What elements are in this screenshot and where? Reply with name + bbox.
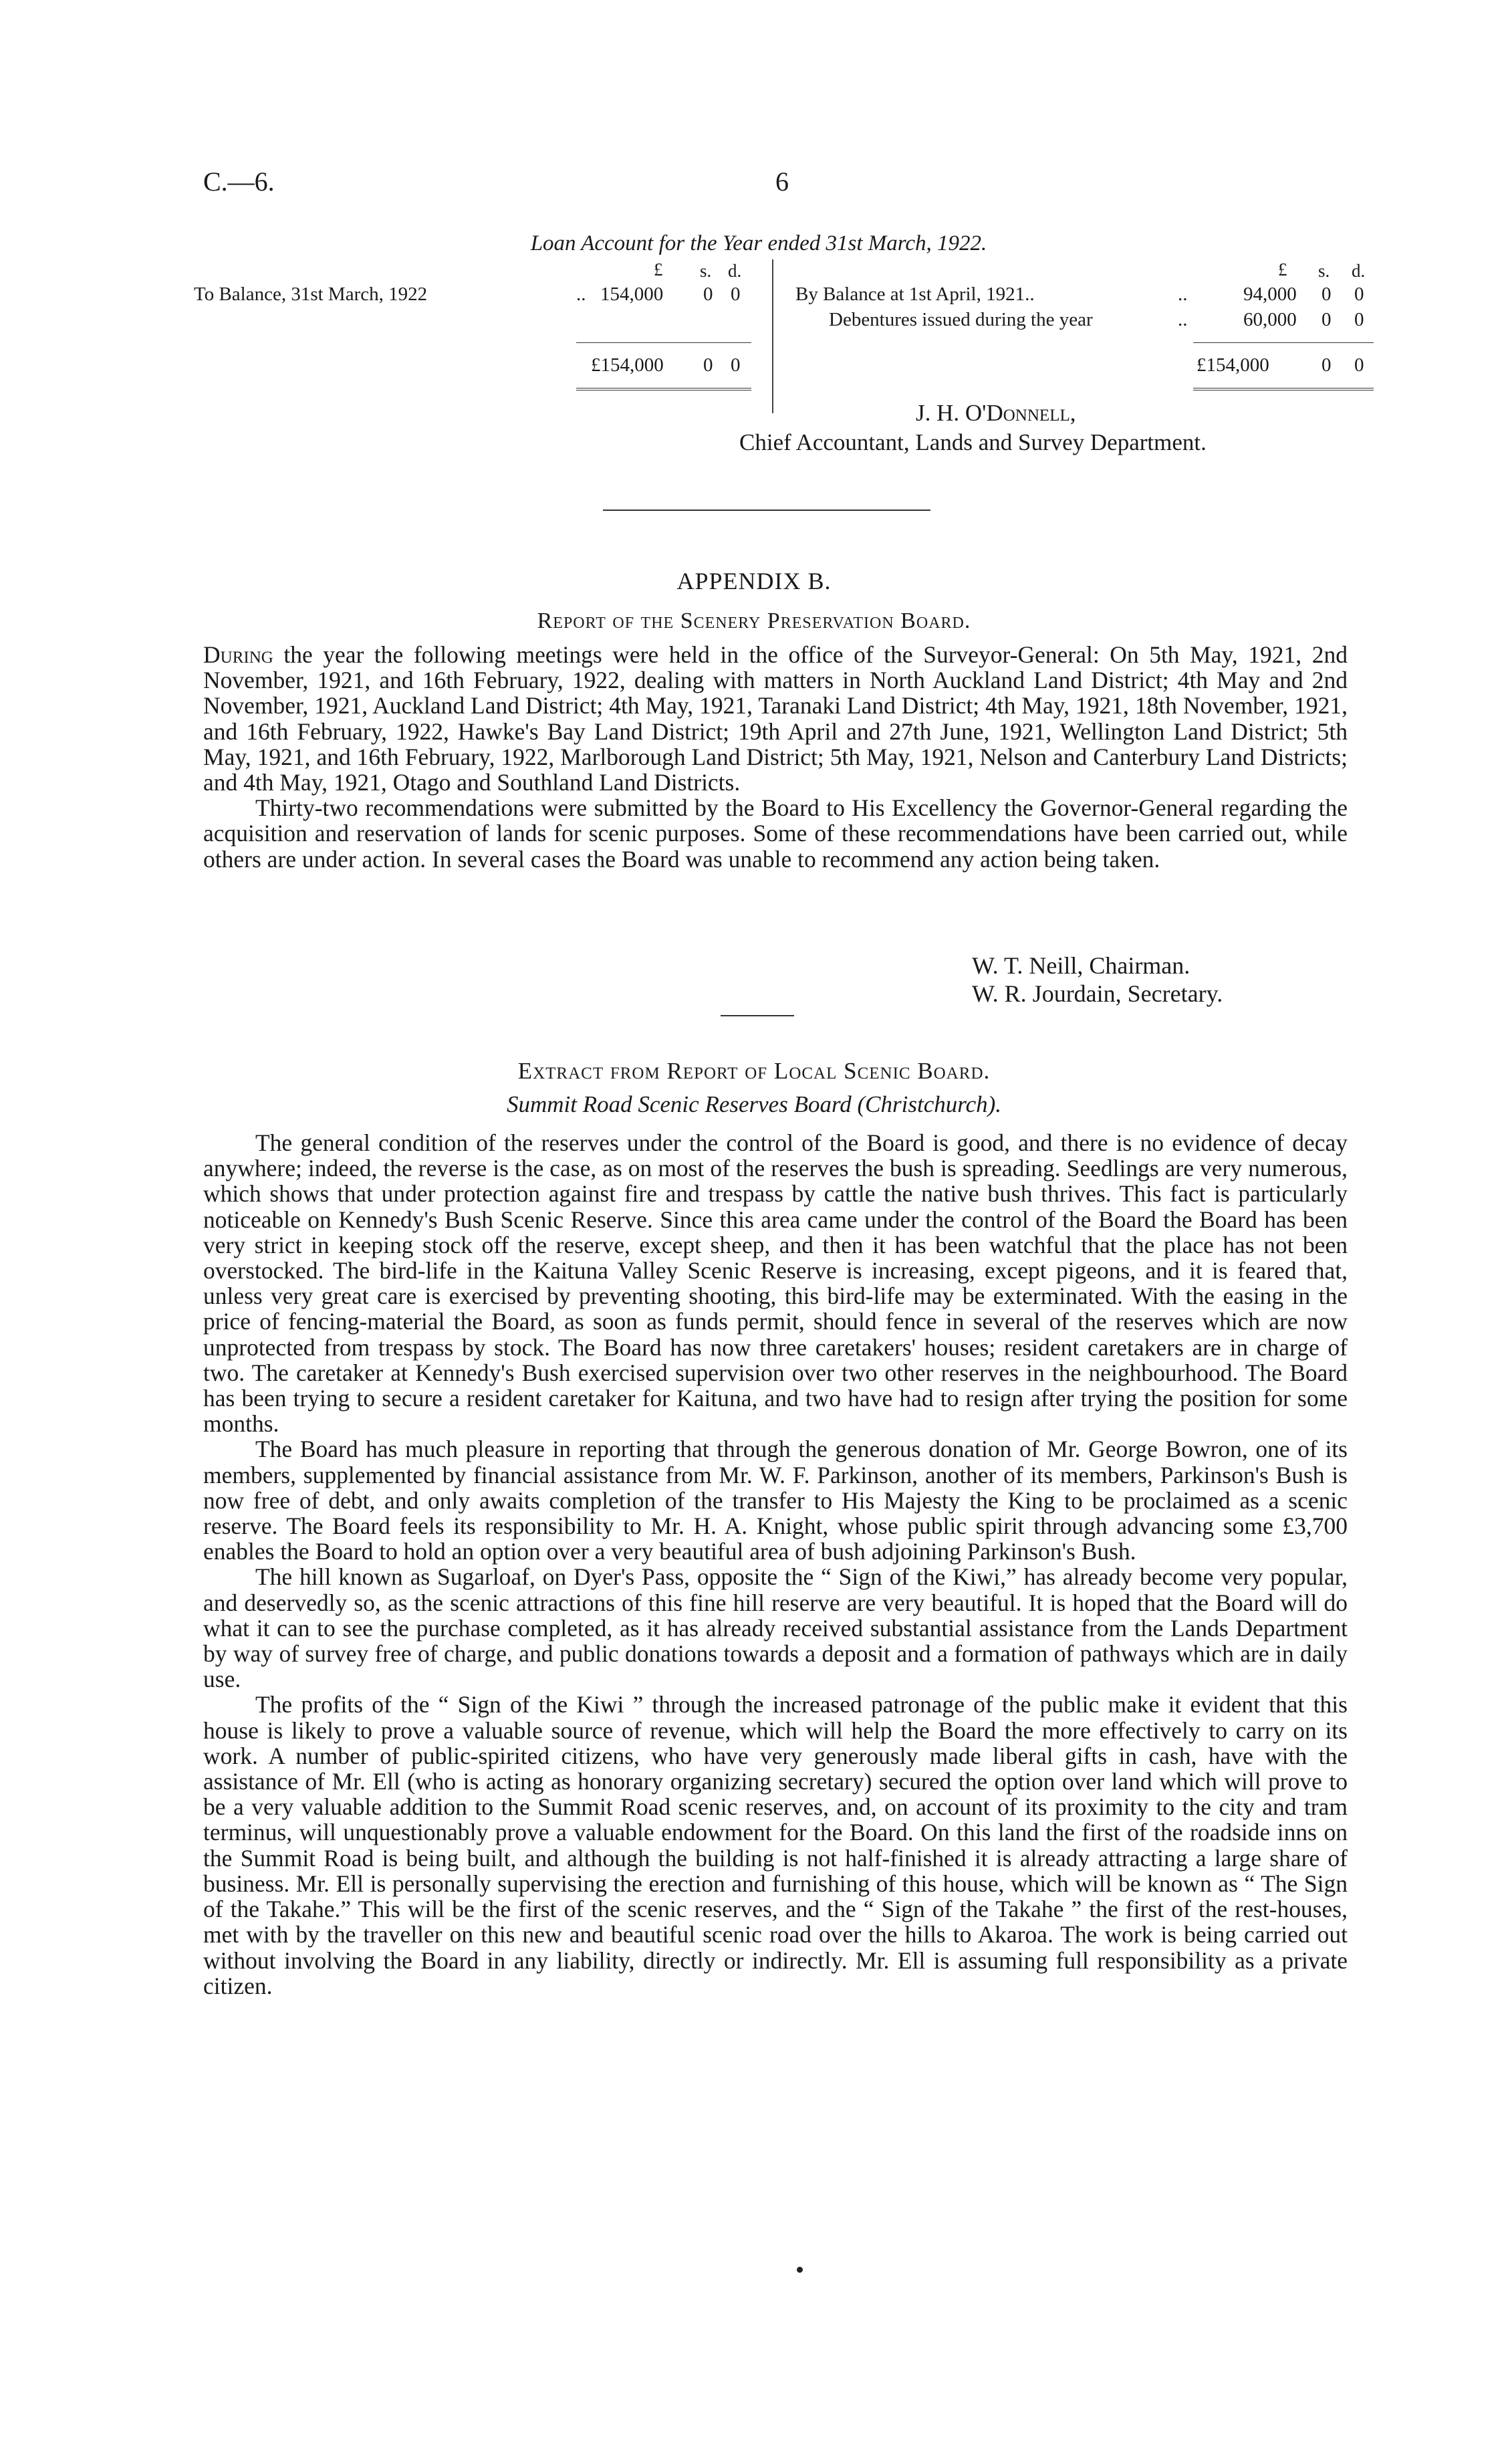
debit-row-pounds: 154,000 [600, 284, 664, 305]
debit-shillings-heading: s. [700, 261, 712, 281]
debit-total-pounds: £154,000 [591, 354, 664, 376]
credit-row-label: Debentures issued during the year [829, 309, 1093, 330]
chairman-signature: W. T. Neill, Chairman. [972, 952, 1190, 979]
debit-row-label: To Balance, 31st March, 1922 [194, 284, 428, 305]
credit-pounds-heading: £ [1278, 259, 1287, 279]
credit-double-rule [1193, 388, 1374, 390]
appendix-paragraph: During the year the following meetings were held in the office of the Surveyor-General: On 5th May, 1921, 2nd November, 1921, and 16th February, 1922, dealing with matters in North Auckland Land District; 4th May and 2nd November, 1921, Auckland Land District; 4th May, 1921, Taranaki Land District; 4th May, 1921, 18th November, 1921, and 16th February, 1922, Hawke's Bay Land District; 19th April and 27th June, 1921, Wellington Land District; 5th May, 1921, and 16th February, 1922, Marlborough Land District; 5th May, 1921, Nelson and Canterbury Land Districts; and 4th May, 1921, Otago and Southland Land Districts. [203, 641, 1348, 796]
debit-total-rule [576, 342, 751, 343]
debit-total-pence: 0 [731, 354, 741, 376]
page-reference: C.—6. [203, 166, 275, 197]
credit-total-rule [1193, 342, 1374, 343]
debit-row-pence: 0 [731, 284, 741, 305]
appendix-paragraph: Thirty-two recommendations were submitted by the Board to His Excellency the Governor-General regarding the acquisition and reservation of lands for scenic purposes. Some of these recommendations have been carried out, while others are under action. In several cases the Board was unable to recommend any action being taken. [203, 794, 1348, 873]
debit-pence-heading: d. [728, 261, 742, 281]
credit-row-pence: 0 [1354, 309, 1364, 330]
debit-total-shillings: 0 [703, 354, 713, 376]
credit-row-pence: 0 [1354, 284, 1364, 305]
credit-row-leader: .. [1178, 284, 1188, 305]
debit-row-leader: .. [576, 284, 586, 305]
loan-account-title: Loan Account for the Year ended 31st March, 1922. [530, 231, 987, 255]
debit-double-rule [576, 388, 751, 390]
accountant-title: Chief Accountant, Lands and Survey Department. [739, 429, 1207, 455]
credit-row-label: By Balance at 1st April, 1921.. [795, 284, 1035, 305]
credit-row-leader: .. [1178, 309, 1188, 330]
page-number: 6 [775, 166, 789, 197]
account-divider [772, 259, 773, 413]
extract-paragraph: The profits of the “ Sign of the Kiwi ” through the increased patronage of the public make it evident that this house is likely to prove a valuable source of revenue, which will help the Board the more effectively to carry on its work. A number of public-spirited citizens, who have very generously made liberal gifts in cash, have with the assistance of Mr. Ell (who is acting as honorary organizing secretary) secured the option over land which will prove to be a very valuable addition to the Summit Road scenic reserves, and, on account of its proximity to the city and tram terminus, will unquestionably prove a valuable endowment for the Board. On this land the first of the roadside inns on the Summit Road is being built, and although the building is not half-finished it is already attracting a large share of business. Mr. Ell is personally supervising the erection and furnishing of this house, which will be known as “ The Sign of the Takahe.” This will be the first of the scenic reserves, and the “ Sign of the Takahe ” the first of the rest-houses, met with by the traveller on this new and beautiful scenic road over the hills to Akaroa. The work is being carried out without involving the Board in any liability, directly or indirectly. Mr. Ell is assuming full responsibility as a private citizen. [203, 1691, 1348, 1999]
section-divider [603, 510, 930, 511]
accountant-name: J. H. O'Donnell, [916, 400, 1076, 426]
appendix-subheading: Report of the Scenery Preservation Board. [537, 608, 971, 633]
appendix-heading: APPENDIX B. [676, 568, 832, 594]
credit-row-pounds: 60,000 [1243, 309, 1297, 330]
appendix-body [203, 642, 1348, 872]
credit-pence-heading: d. [1352, 261, 1366, 281]
credit-row-pounds: 94,000 [1243, 284, 1297, 305]
debit-pounds-heading: £ [654, 259, 663, 279]
credit-total-pounds: £154,000 [1197, 354, 1269, 376]
debit-row-shillings: 0 [703, 284, 713, 305]
secretary-signature: W. R. Jourdain, Secretary. [972, 980, 1223, 1007]
extract-heading: Extract from Report of Local Scenic Board. [517, 1058, 991, 1084]
extract-paragraph: The hill known as Sugarloaf, on Dyer's Pass, opposite the “ Sign of the Kiwi,” has already become very popular, and deservedly so, as the scenic attractions of this fine hill reserve are very beautiful. It is hoped that the Board will do what it can to see the purchase completed, as it has already received substantial assistance from the Lands Department by way of survey free of charge, and public donations towards a deposit and a formation of pathways which are in daily use. [203, 1563, 1348, 1693]
extract-paragraph: The Board has much pleasure in reporting that through the generous donation of Mr. George Bowron, one of its members, supplemented by financial assistance from Mr. W. F. Parkinson, another of its members, Parkinson's Bush is now free of debt, and only awaits completion of the transfer to His Majesty the King to be proclaimed as a scenic reserve. The Board feels its responsibility to Mr. H. A. Knight, whose public spirit through advancing some £3,700 enables the Board to hold an option over a very beautiful area of bush adjoining Parkinson's Bush. [203, 1436, 1348, 1565]
credit-row-shillings: 0 [1322, 284, 1332, 305]
extract-subheading: Summit Road Scenic Reserves Board (Christchurch). [506, 1091, 1002, 1117]
page-mark-dot [797, 2267, 803, 2273]
extract-paragraph: The general condition of the reserves under the control of the Board is good, and there is no evidence of decay anywhere; indeed, the reverse is the case, as on most of the reserves the bush is spreading. Seedlings are very numerous, which shows that under protection against fire and trespass by cattle the native bush thrives. This fact is particularly noticeable on Kennedy's Bush Scenic Reserve. Since this area came under the control of the Board the Board has been very strict in keeping stock off the reserve, except sheep, and then it has been watchful that the place has not been overstocked. The bird-life in the Kaituna Valley Scenic Reserve is increasing, except pigeons, and it is feared that, unless very great care is exercised by preventing shooting, this bird-life may be exterminated. With the easing in the price of fencing-material the Board, as soon as funds permit, should fence in several of the reserves which are now unprotected from trespass by stock. The Board has now three caretakers' houses; resident caretakers are in charge of two. The caretaker at Kennedy's Bush exercised supervision over two other reserves in the neighbourhood. The Board has been trying to secure a resident caretaker for Kaituna, and two have had to resign after trying the position for some months. [203, 1129, 1348, 1438]
short-divider [721, 1015, 794, 1016]
credit-total-pence: 0 [1354, 354, 1364, 376]
credit-row-shillings: 0 [1322, 309, 1332, 330]
credit-total-shillings: 0 [1322, 354, 1332, 376]
credit-shillings-heading: s. [1318, 261, 1330, 281]
extract-body [203, 1130, 1348, 1999]
drop-lead: During [203, 641, 273, 668]
